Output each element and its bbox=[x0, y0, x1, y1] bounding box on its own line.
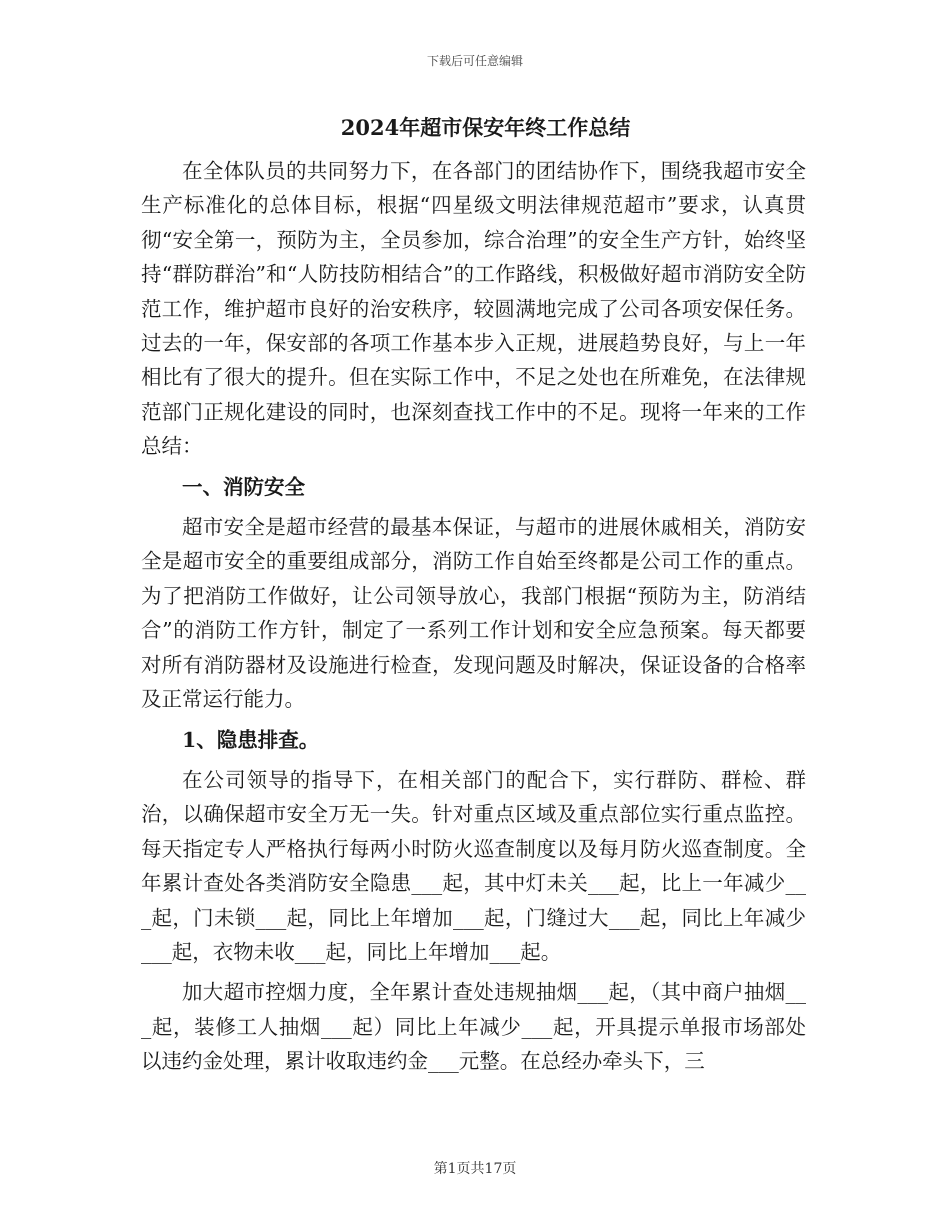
subsection-heading-hazard-check: 1、隐患排查。 bbox=[182, 727, 320, 752]
section-heading-fire-safety: 一、消防安全 bbox=[182, 474, 305, 499]
document-title: 2024年超市保安年终工作总结 bbox=[340, 115, 631, 140]
page-header-note: 下载后可任意编辑 bbox=[426, 54, 523, 68]
document-body bbox=[141, 108, 806, 1079]
paragraph-smoking-control: 加大超市控烟力度，全年累计查处违规抽烟___起，（其中商户抽烟___起，装修工人抽烟___起）同比上年减少___起，开具提示单报市场部处以违约金处理，累计收取违约金___元整。在总经办牵头下，三 bbox=[141, 980, 806, 1074]
paragraph-hazard-check: 在公司领导的指导下，在相关部门的配合下，实行群防、群检、群治，以确保超市安全万无一失。针对重点区域及重点部位实行重点监控。每天指定专人严格执行每两小时防火巡查制度以及每月防火巡查制度。全年累计查处各类消防安全隐患___起，其中灯未关___起，比上一年减少___起，门未锁___起，同比上年增加___起，门缝过大___起，同比上年减少___起，衣物未收___起，同比上年增加___起。 bbox=[141, 767, 806, 964]
paragraph-intro: 在全体队员的共同努力下，在各部门的团结协作下，围绕我超市安全生产标准化的总体目标，根据“四星级文明法律规范超市”要求，认真贯彻“安全第一，预防为主，全员参加，综合治理”的安全生产方针，始终坚持“群防群治”和“人防技防相结合”的工作路线，积极做好超市消防安全防范工作，维护超市良好的治安秩序，较圆满地完成了公司各项安保任务。过去的一年，保安部的各项工作基本步入正规，进展趋势良好，与上一年相比有了很大的提升。但在实际工作中，不足之处也在所难免，在法律规范部门正规化建设的同时，也深刻查找工作中的不足。现将一年来的工作总结： bbox=[141, 159, 806, 459]
page-number: 第1页共17页 bbox=[433, 1161, 517, 1177]
paragraph-fire-safety: 超市安全是超市经营的最基本保证，与超市的进展休戚相关，消防安全是超市安全的重要组成部分，消防工作自始至终都是公司工作的重点。为了把消防工作做好，让公司领导放心，我部门根据“预防为主，防消结合”的消防工作方针，制定了一系列工作计划和安全应急预案。每天都要对所有消防器材及设施进行检查，发现问题及时解决，保证设备的合格率及正常运行能力。 bbox=[141, 515, 806, 712]
